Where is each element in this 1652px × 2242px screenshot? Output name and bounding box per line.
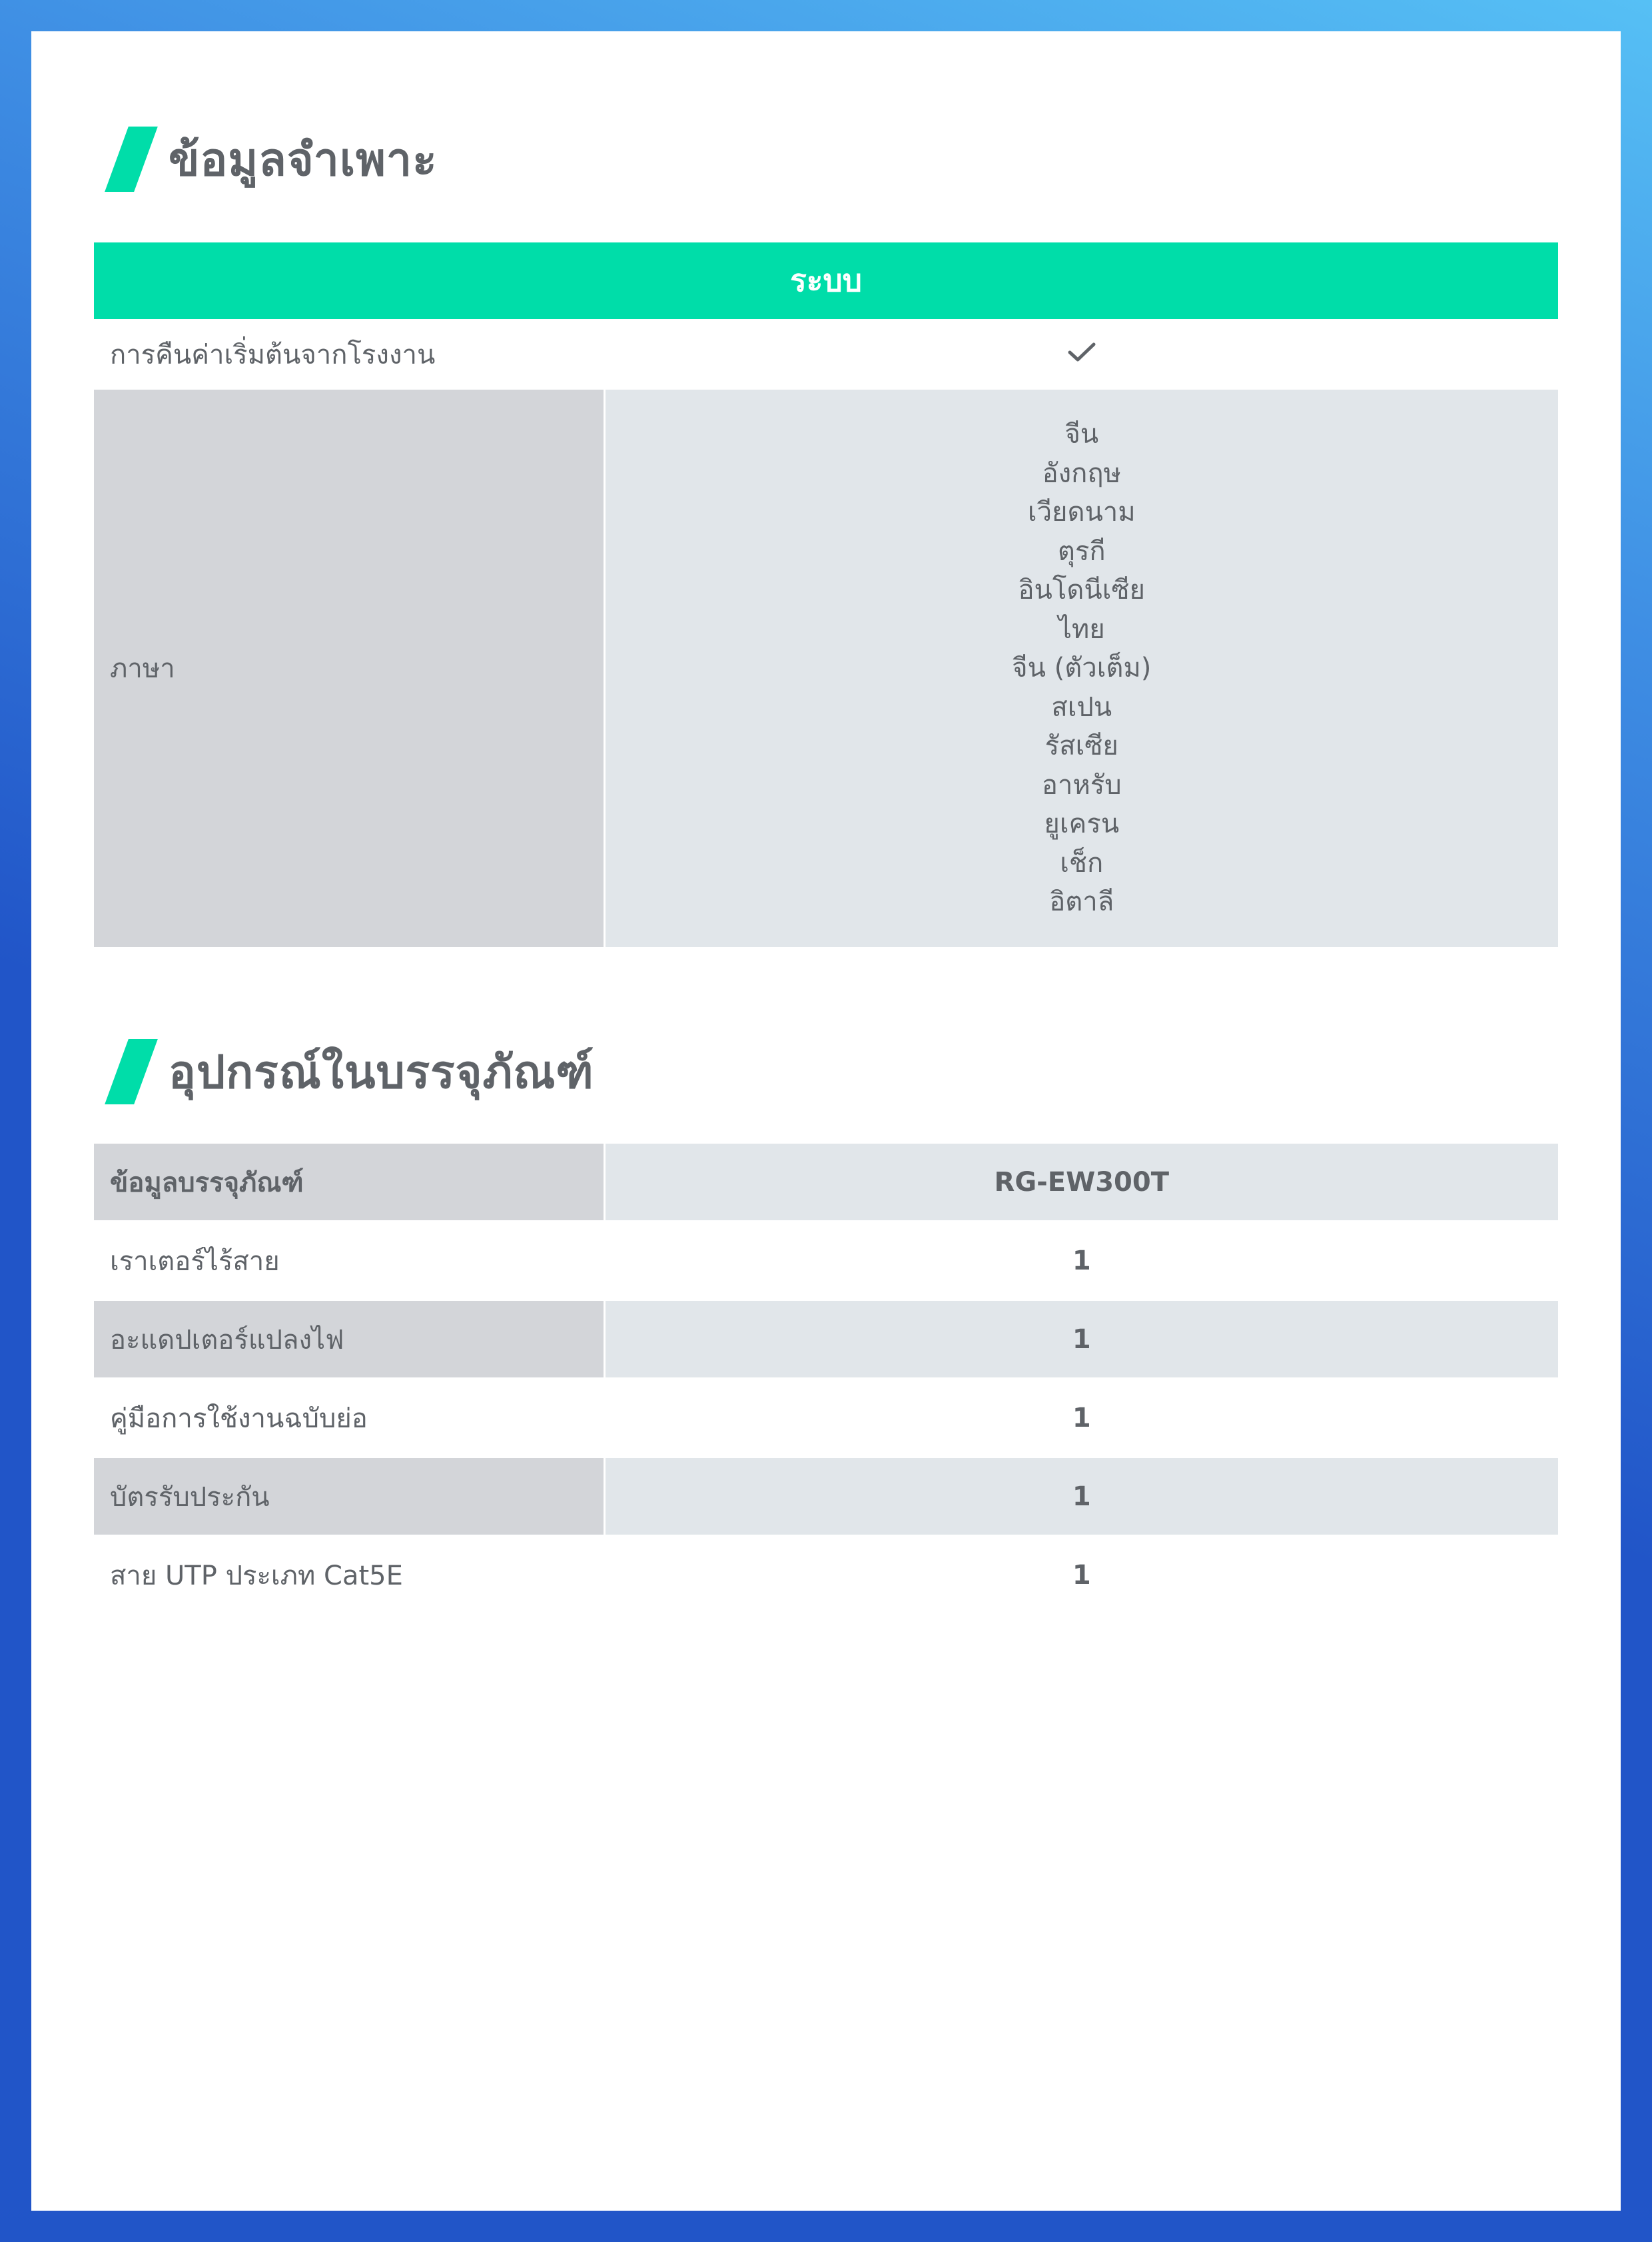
table-row (94, 1535, 1558, 1615)
factory-reset-row (94, 319, 1558, 390)
package-header-label: ข้อมูลบรรจุภัณฑ์ (94, 1144, 604, 1220)
accent-slash-icon (105, 1039, 158, 1104)
language-item: เช็ก (1060, 847, 1104, 879)
language-item: สเปน (1051, 691, 1112, 723)
package-item-label: คู่มือการใช้งานฉบับย่อ (94, 1377, 604, 1458)
package-item-label: เราเตอร์ไร้สาย (94, 1220, 604, 1301)
package-item-qty: 1 (604, 1301, 1558, 1377)
language-item: จีน (ตัวเต็ม) (1012, 653, 1152, 683)
package-section-title: อุปกรณ์ในบรรจุภัณฑ์ (169, 1046, 594, 1099)
language-item: จีน (1064, 419, 1099, 450)
package-contents-table (94, 1144, 1558, 1615)
package-item-qty: 1 (604, 1535, 1558, 1615)
table-row (94, 1301, 1558, 1377)
language-item: ไทย (1058, 613, 1105, 645)
language-item: อินโดนีเซีย (1018, 575, 1145, 605)
package-item-label: บัตรรับประกัน (94, 1458, 604, 1535)
check-icon (1067, 340, 1096, 370)
language-row (94, 390, 1558, 947)
language-item: อาหรับ (1041, 769, 1122, 801)
package-header-model: RG-EW300T (604, 1144, 1558, 1220)
language-item: ยูเครน (1044, 809, 1120, 839)
system-table-header-row (94, 242, 1558, 319)
system-spec-table (94, 242, 1558, 947)
spec-section-heading (117, 123, 438, 195)
factory-reset-label: การคืนค่าเริ่มต้นจากโรงงาน (94, 319, 604, 390)
package-item-label: อะแดปเตอร์แปลงไฟ (94, 1301, 604, 1377)
language-item: อังกฤษ (1042, 458, 1121, 489)
package-item-qty: 1 (604, 1458, 1558, 1535)
language-item: ตุรกี (1057, 536, 1106, 567)
language-label: ภาษา (94, 390, 604, 947)
package-section-heading (117, 1036, 594, 1108)
accent-slash-icon (105, 127, 158, 192)
language-list (606, 390, 1559, 947)
table-row (94, 1458, 1558, 1535)
package-item-qty: 1 (604, 1220, 1558, 1301)
spec-section-title: ข้อมูลจำเพาะ (169, 134, 438, 187)
language-item: รัสเซีย (1044, 731, 1118, 761)
package-item-label: สาย UTP ประเภท Cat5E (94, 1535, 604, 1615)
system-table-header: ระบบ (94, 242, 1558, 319)
language-item: เวียดนาม (1027, 497, 1136, 528)
language-item: อิตาลี (1049, 887, 1114, 917)
factory-reset-value (604, 319, 1558, 390)
package-item-qty: 1 (604, 1377, 1558, 1458)
spec-sheet-page (31, 31, 1621, 2211)
package-header-row (94, 1144, 1558, 1220)
table-row (94, 1377, 1558, 1458)
language-list-cell (604, 390, 1558, 947)
table-row (94, 1220, 1558, 1301)
